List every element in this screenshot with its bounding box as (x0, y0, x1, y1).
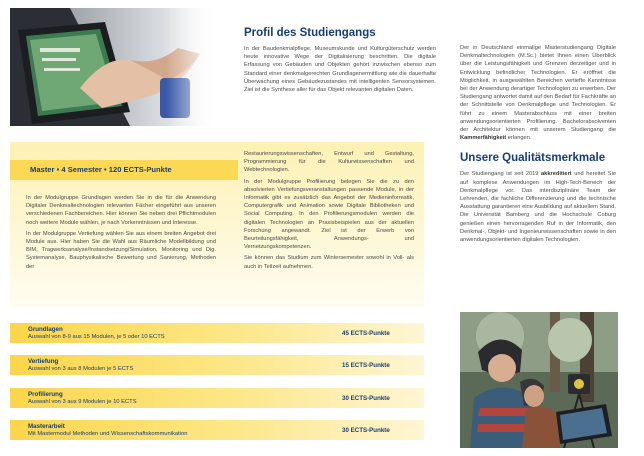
profile-section (244, 26, 436, 97)
master-para-5: Sie können das Studium zum Wintersemester sowohl in Voll- als auch in Teilzeit aufnehmen. (244, 255, 414, 270)
profile-title: Profil des Studiengangs (244, 27, 376, 39)
master-para-3: Restaurierungswissenschaften, Entwurf und Gestaltung, Programmierung für die Kulturwissenschaften und Webtechnologien. (244, 151, 414, 174)
students-photo (460, 312, 618, 448)
master-col-1 (26, 194, 216, 274)
module-name: Grundlagen (28, 326, 63, 333)
intro-section (460, 44, 616, 247)
master-para-1: In der Modulgruppe Grundlagen werden Sie in die für die Anwendung Digitaler Denkmaltechnologien relevanten Fächer eingeführt aus unseren verschiedenen Fachbereichen. Hier können Sie neben drei Pflichtmodulen noch weitere Module wählen, je nach Vorkenntnissen und Interesse. (26, 195, 216, 226)
module-name: Vertiefung (28, 358, 59, 365)
master-para-2: In der Modulgruppe Vertiefung wählen Sie aus einem breiten Angebot drei Module aus. Hier haben Sie die Wahl aus Räumliche Modellbildung und BIM, Tragwerksanalyse/Instandsetzung/Simulation, Monitoring und Dig. Systemanalyse, Bauphysikalische Bewertung und Sanierung, Methoden der (26, 230, 216, 270)
quality-text: Der Studiengang ist seit 2019 akkreditiert und hereitet Sie auf komplexe Anwendungen im High-Tech-Bereich der Denkmalpflege vor. Das interdisziplinäre Team der Lehrenden, die fachliche Differenzierung und die technische Ausstattung garantieren eine Ausbildung auf aktuellem Stand. Die Universität Bamberg und die Hochschule Coburg genießen einen hervorragenden Ruf in der Informatik, den Denkmal-, Objekt- und Ingenieurwissenschaften sowie in den anwendungsorientierten digitalen Technologien. (460, 171, 616, 244)
quality-bold: akkreditiert (541, 171, 572, 178)
intro-text: Der in Deutschland einmalige Masterstudiengang Digitale Denkmaltechnologien (M.Sc.) bietet Ihnen einen Überblick über die Leistungsfähigkeit und Grenzen derzeitiger und in Entwicklung befindlicher Technologien. Er eröffnet die Möglichkeit, in ausgewählten Bereichen vertiefte Kenntnisse bei der Anwendung derartiger Technologien zu erwerben. Der Studiengang antwortet damit auf den Bedarf für Fachkräfte an der Schnittstelle von Denkmalpflege und Technologien. Er führt zu einem Masterabschluss mit einer breiten anwendungsorientierten Profilierung. Bachelorabsolventen der Architektur können mit unserem Studiengang die Kammerfähigkeit erlangen. (460, 45, 616, 142)
module-points: 30 ECTS-Punkte (342, 427, 390, 434)
module-desc: Auswahl von 3 aus 8 Modulen je 5 ECTS (28, 366, 134, 372)
intro-bold: Kammerfähigkeit (460, 135, 507, 142)
module-points: 45 ECTS-Punkte (342, 330, 390, 337)
master-para-4: In der Modulgruppe Profilierung belegen Sie die zu den absolvierten Vertiefungsveranstaltungen passende Module, in der Informatik gibt es zusätzlich das Angebot der Medieninformatik, Computergrafik und Animation sowie Digitale Bibliotheken und Social Computing. In den Profilierungsmodulen werden die digitalen Technologien an Praxisbeispielen aus der aktuellen Forschung angewandt. Ziel ist der Erwerb von Beurteilungsfähigkeit, Anwendungs- und Vernetzungskompetenzen. (244, 178, 414, 251)
module-name: Masterarbeit (28, 423, 65, 430)
module-desc: Auswahl von 3 aus 9 Modulen je 10 ECTS (28, 399, 137, 405)
module-points: 30 ECTS-Punkte (342, 395, 390, 402)
tablet-photo (10, 8, 218, 126)
module-desc: Auswahl von 8-9 aus 15 Modulen, je 5 oder 10 ECTS (28, 334, 165, 340)
module-row-grundlagen (10, 323, 424, 343)
master-header: Master • 4 Semester • 120 ECTS-Punkte (10, 160, 238, 180)
quality-title: Unsere Qualitätsmerkmale (460, 152, 606, 165)
module-points: 15 ECTS-Punkte (342, 362, 390, 369)
master-col-2 (244, 150, 414, 274)
module-desc: Mit Mastermodul Methoden und Wissenschaftskommunikation (28, 431, 188, 437)
module-row-profilierung (10, 388, 424, 408)
module-row-vertiefung (10, 355, 424, 375)
module-name: Profilierung (28, 391, 63, 398)
module-row-masterarbeit (10, 420, 424, 440)
profile-text: In der Baudenkmalpflege, Museumskunde und Kulturgüterschutz werden heute innovative Wege der Digitalisierung beschritten. Die digitale Erfassung von Gebäuden und Objekten gehört inzwischen ebenso zum Standard einer denkmalgerechten Grundlagenermittlung wie die dauerhafte Überwachung eines Gebäudezustandes mit intelligenten Sensorsystemen. Ziel ist die Synthese aller für das Objekt relevanten digitalen Daten. (244, 46, 436, 94)
